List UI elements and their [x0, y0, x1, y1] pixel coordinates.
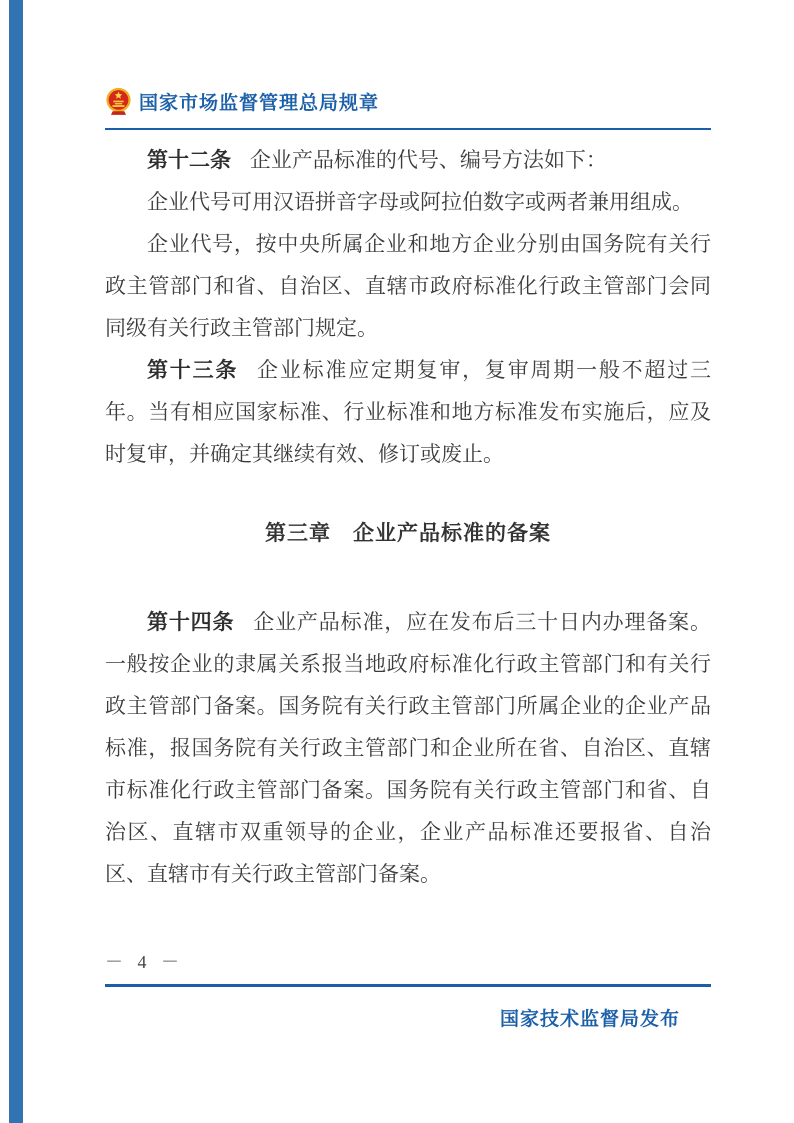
chapter-heading: 第三章 企业产品标准的备案: [265, 522, 551, 545]
document-header: [105, 84, 711, 118]
article-paragraph: [105, 181, 711, 223]
article-number-lead: 第十三条: [147, 358, 239, 382]
article-paragraph: [105, 223, 711, 349]
article-number-lead: 第十二条: [147, 148, 231, 172]
article-text: 企业代号，按中央所属企业和地方企业分别由国务院有关行政主管部门和省、自治区、直辖市政府标准化行政主管部门会同同级有关行政主管部门规定。: [105, 232, 711, 340]
article-text: 企业产品标准的代号、编号方法如下：: [249, 148, 607, 172]
article-paragraph: [105, 139, 711, 181]
article-paragraph: [105, 601, 711, 895]
article-text: 企业标准应定期复审，复审周期一般不超过三年。当有相应国家标准、行业标准和地方标准发布实施后，应及时复审，并确定其继续有效、修订或废止。: [105, 358, 712, 466]
article-text: 企业产品标准，应在发布后三十日内办理备案。一般按企业的隶属关系报当地政府标准化行政主管部门和有关行政主管部门备案。国务院有关行政主管部门所属企业的企业产品标准，报国务院有关行政主管部门和企业所在省、自治区、直辖市标准化行政主管部门备案。国务院有关行政主管部门和省、自治区、直辖市双重领导的企业，企业产品标准还要报省、自治区、直辖市有关行政主管部门备案。: [105, 610, 712, 886]
article-text: 企业代号可用汉语拼音字母或阿拉伯数字或两者兼用组成。: [147, 190, 693, 214]
publisher-label: 国家技术监督局发布: [499, 1009, 680, 1030]
article-paragraph: [105, 349, 711, 475]
article-number-lead: 第十四条: [147, 610, 235, 634]
footer-divider: [105, 984, 711, 987]
header-divider: [105, 128, 711, 130]
page-number: － 4 －: [105, 952, 184, 972]
national-emblem-icon: [105, 86, 132, 116]
document-body: [105, 139, 711, 895]
document-header-title: 国家市场监督管理总局规章: [139, 92, 380, 114]
left-edge-stripe: [9, 0, 23, 1123]
